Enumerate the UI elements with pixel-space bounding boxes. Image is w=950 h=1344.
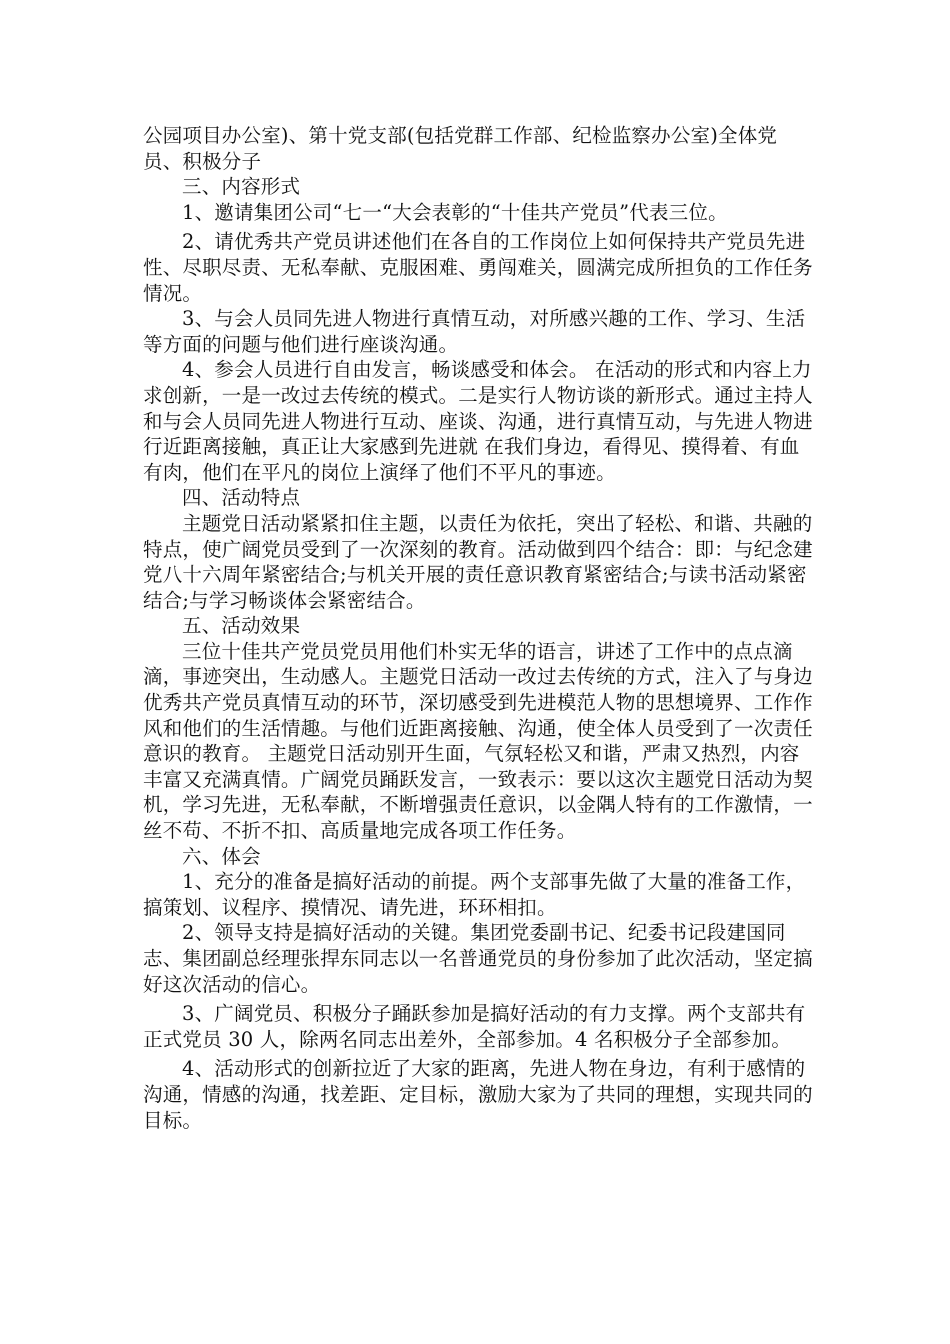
document-body [143,123,815,1133]
paragraph-content-4: 4、参会人员进行自由发言，畅谈感受和体会。 在活动的形式和内容上力求创新，一是一改过去传统的模式。二是实行人物访谈的新形式。通过主持人和与会人员同先进人物进行互动、座谈、沟通，进行真情互动，与先进人物进行近距离接触，真正让大家感到先进就 在我们身边，看得见、摸得着、有血有肉，他们在平凡的岗位上演绎了他们不平凡的事迹。 [143,358,813,484]
section-heading-content-form: 三、内容形式 [182,175,301,199]
paragraph-content-1: 1、邀请集团公司“七一“大会表彰的“十佳共产党员”代表三位。 [182,200,728,224]
paragraph-experience-4: 4、活动形式的创新拉近了大家的距离，先进人物在身边，有利于感情的沟通，情感的沟通，找差距、定目标，激励大家为了共同的理想，实现共同的目标。 [143,1057,813,1132]
paragraph-intro: 公园项目办公室)、第十党支部(包括党群工作部、纪检监察办公室)全体党员、积极分子 [143,124,778,173]
paragraph-experience-2: 2、领导支持是搞好活动的关键。集团党委副书记、纪委书记段建国同志、集团副总经理张捍东同志以一名普通党员的身份参加了此次活动，坚定搞好这次活动的信心。 [143,921,813,996]
section-heading-features: 四、活动特点 [182,486,301,510]
section-heading-effects: 五、活动效果 [182,614,301,638]
section-heading-experience: 六、体会 [182,844,261,868]
paragraph-features: 主题党日活动紧紧扣住主题，以责任为依托，突出了轻松、和谐、共融的特点，使广阔党员受到了一次深刻的教育。活动做到四个结合：即：与纪念建党八十六周年紧密结合;与机关开展的责任意识教育紧密结合;与读书活动紧密结合;与学习畅谈体会紧密结合。 [143,511,813,612]
paragraph-experience-1: 1、充分的准备是搞好活动的前提。两个支部事先做了大量的准备工作，搞策划、议程序、摸情况、请先进，环环相扣。 [143,870,806,919]
paragraph-content-3: 3、与会人员同先进人物进行真情互动，对所感兴趣的工作、学习、生活等方面的问题与他们进行座谈沟通。 [143,307,806,356]
paragraph-effects: 三位十佳共产党员党员用他们朴实无华的语言，讲述了工作中的点点滴滴，事迹突出，生动感人。主题党日活动一改过去传统的方式，注入了与身边优秀共产党员真情互动的环节，深切感受到先进模范人物的思想境界、工作作风和他们的生活情趣。与他们近距离接触、沟通，使全体人员受到了一次责任意识的教育。 主题党日活动别开生面，气氛轻松又和谐，严肃又热烈，内容丰富又充满真情。广阔党员踊跃发言，一致表示：要以这次主题党日活动为契机，学习先进，无私奉献，不断增强责任意识，以金隅人特有的工作激情，一丝不苟、不折不扣、高质量地完成各项工作任务。 [143,639,813,843]
paragraph-experience-3: 3、广阔党员、积极分子踊跃参加是搞好活动的有力支撑。两个支部共有正式党员 30 人，除两名同志出差外，全部参加。4 名积极分子全部参加。 [143,1002,806,1051]
paragraph-content-2: 2、请优秀共产党员讲述他们在各自的工作岗位上如何保持共产党员先进性、尽职尽责、无私奉献、克服困难、勇闯难关，圆满完成所担负的工作任务情况。 [143,230,813,305]
